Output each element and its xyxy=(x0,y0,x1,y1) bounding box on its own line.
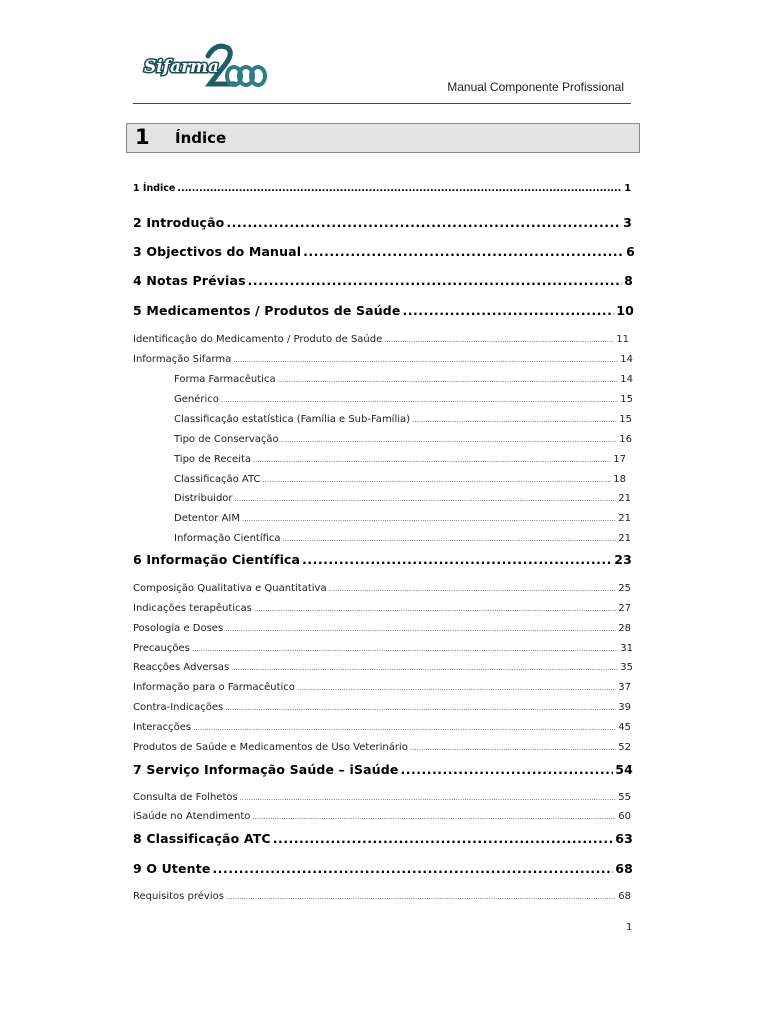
toc-entry[interactable] xyxy=(133,792,631,803)
toc-entry-page: 21 xyxy=(618,493,631,504)
toc-dot-leader xyxy=(400,762,613,777)
toc-entry-title: 2 Introdução xyxy=(133,215,225,230)
toc-entry-page: 55 xyxy=(618,792,631,803)
toc-entry-title: Reacções Adversas xyxy=(133,662,230,673)
toc-entry-page: 31 xyxy=(620,643,633,654)
toc-entry-title: iSaúde no Atendimento xyxy=(133,811,251,822)
toc-entry-page: 8 xyxy=(624,273,633,288)
toc-dot-leader xyxy=(263,476,612,484)
toc-entry-page: 3 xyxy=(623,215,632,230)
toc-dot-leader xyxy=(252,813,616,821)
toc-dot-leader xyxy=(233,356,618,364)
toc-entry-title: Consulta de Folhetos xyxy=(133,792,238,803)
toc-entry[interactable] xyxy=(133,861,633,876)
toc-entry-page: 21 xyxy=(618,513,631,524)
sifarma-2000-logo xyxy=(142,40,272,96)
toc-entry-page: 37 xyxy=(618,682,631,693)
toc-entry[interactable] xyxy=(133,831,633,846)
toc-entry-page: 63 xyxy=(615,831,633,846)
toc-entry-title: Posologia e Doses xyxy=(133,623,224,634)
toc-entry-page: 39 xyxy=(618,702,631,713)
toc-entry[interactable] xyxy=(174,533,631,544)
toc-dot-leader xyxy=(410,744,616,752)
toc-dot-leader xyxy=(283,535,617,543)
toc-entry-title: Forma Farmacêutica xyxy=(174,374,276,385)
toc-entry-title: Tipo de Receita xyxy=(174,454,252,465)
toc-entry[interactable] xyxy=(133,273,633,288)
toc-entry[interactable] xyxy=(133,643,633,654)
toc-dot-leader xyxy=(254,605,616,613)
toc-entry-page: 17 xyxy=(613,454,626,465)
toc-entry-title: Interacções xyxy=(133,722,192,733)
toc-entry-page: 45 xyxy=(618,722,631,733)
toc-entry[interactable] xyxy=(174,454,626,465)
toc-entry[interactable] xyxy=(133,662,633,673)
toc-entry[interactable] xyxy=(133,354,633,365)
toc-dot-leader xyxy=(278,376,619,384)
toc-entry-title: Produtos de Saúde e Medicamentos de Uso Veterinário xyxy=(133,742,408,753)
toc-dot-leader xyxy=(221,396,618,404)
chapter-title: Índice xyxy=(175,129,227,147)
toc-dot-leader xyxy=(412,416,617,424)
toc-entry[interactable] xyxy=(133,603,631,614)
document-header-title: Manual Componente Profissional xyxy=(447,80,624,94)
toc-dot-leader xyxy=(177,183,622,194)
toc-entry-page: 52 xyxy=(618,742,631,753)
svg-text:Sifarma: Sifarma xyxy=(144,57,220,77)
toc-entry-title: Informação Científica xyxy=(174,533,281,544)
toc-entry-page: 16 xyxy=(619,434,632,445)
toc-dot-leader xyxy=(242,515,616,523)
toc-entry[interactable] xyxy=(174,414,632,425)
toc-entry[interactable] xyxy=(133,811,631,822)
toc-entry[interactable] xyxy=(133,334,629,345)
toc-dot-leader xyxy=(192,645,618,653)
toc-dot-leader xyxy=(273,831,614,846)
toc-entry-page: 28 xyxy=(618,623,631,634)
toc-entry[interactable] xyxy=(133,183,631,194)
toc-entry[interactable] xyxy=(174,513,631,524)
toc-entry-title: Indicações terapêuticas xyxy=(133,603,252,614)
toc-entry[interactable] xyxy=(133,891,631,902)
toc-entry-page: 10 xyxy=(616,303,634,318)
toc-dot-leader xyxy=(231,664,618,672)
toc-entry[interactable] xyxy=(174,394,633,405)
toc-entry-title: Classificação estatística (Família e Sub-Família) xyxy=(174,414,411,425)
toc-entry-page: 18 xyxy=(613,474,626,485)
toc-entry-title: Identificação do Medicamento / Produto de Saúde xyxy=(133,334,383,345)
toc-entry-title: 3 Objectivos do Manual xyxy=(133,244,302,259)
toc-entry-page: 1 xyxy=(624,183,631,194)
toc-dot-leader xyxy=(248,273,622,288)
toc-entry[interactable] xyxy=(174,374,633,385)
toc-entry[interactable] xyxy=(174,434,632,445)
toc-entry-title: Classificação ATC xyxy=(174,474,261,485)
toc-entry-title: 9 O Utente xyxy=(133,861,211,876)
toc-entry-page: 14 xyxy=(620,354,633,365)
toc-dot-leader xyxy=(253,456,611,464)
toc-entry-page: 23 xyxy=(614,552,632,567)
toc-entry[interactable] xyxy=(133,244,635,259)
chapter-heading xyxy=(126,123,640,153)
toc-entry-page: 21 xyxy=(618,533,631,544)
page-number: 1 xyxy=(626,922,633,933)
toc-dot-leader xyxy=(225,625,616,633)
toc-dot-leader xyxy=(329,585,617,593)
toc-entry-title: Contra-Indicações xyxy=(133,702,224,713)
toc-entry-title: Informação para o Farmacêutico xyxy=(133,682,295,693)
toc-dot-leader xyxy=(235,495,617,503)
toc-entry-page: 14 xyxy=(620,374,633,385)
toc-entry-title: Composição Qualitativa e Quantitativa xyxy=(133,583,327,594)
toc-entry[interactable] xyxy=(133,552,632,567)
toc-entry[interactable] xyxy=(133,762,633,777)
toc-entry-page: 15 xyxy=(619,414,632,425)
toc-entry[interactable] xyxy=(133,303,634,318)
toc-dot-leader xyxy=(226,893,616,901)
toc-entry-title: Detentor AIM xyxy=(174,513,241,524)
toc-entry-page: 60 xyxy=(618,811,631,822)
toc-dot-leader xyxy=(302,552,612,567)
toc-dot-leader xyxy=(240,794,617,802)
toc-entry-page: 68 xyxy=(618,891,631,902)
toc-dot-leader xyxy=(281,436,618,444)
toc-entry[interactable] xyxy=(133,583,631,594)
toc-dot-leader xyxy=(384,336,614,344)
toc-entry[interactable] xyxy=(174,493,631,504)
toc-entry[interactable] xyxy=(133,623,631,634)
toc-dot-leader xyxy=(297,684,616,692)
toc-entry-title: 1 Índice xyxy=(133,183,176,194)
toc-entry-page: 11 xyxy=(616,334,629,345)
header-divider xyxy=(133,103,631,104)
toc-entry-page: 68 xyxy=(615,861,633,876)
toc-entry-title: 6 Informação Científica xyxy=(133,552,301,567)
toc-entry-title: Informação Sifarma xyxy=(133,354,232,365)
toc-entry-title: Precauções xyxy=(133,643,190,654)
toc-entry-title: Genérico xyxy=(174,394,219,405)
toc-entry-title: 7 Serviço Informação Saúde – iSaúde xyxy=(133,762,399,777)
toc-dot-leader xyxy=(193,724,616,732)
toc-entry-title: Requisitos prévios xyxy=(133,891,224,902)
chapter-number: 1 xyxy=(135,125,150,149)
toc-entry[interactable] xyxy=(133,682,631,693)
toc-entry[interactable] xyxy=(133,742,631,753)
toc-entry-page: 27 xyxy=(618,603,631,614)
toc-entry-title: Distribuidor xyxy=(174,493,233,504)
toc-entry-page: 25 xyxy=(618,583,631,594)
toc-entry[interactable] xyxy=(133,702,631,713)
toc-entry-title: 8 Classificação ATC xyxy=(133,831,271,846)
toc-entry-page: 35 xyxy=(620,662,633,673)
toc-dot-leader xyxy=(303,244,624,259)
toc-entry-title: 5 Medicamentos / Produtos de Saúde xyxy=(133,303,401,318)
toc-entry-page: 54 xyxy=(615,762,633,777)
toc-entry[interactable] xyxy=(133,215,632,230)
toc-entry-page: 6 xyxy=(626,244,635,259)
toc-entry-page: 15 xyxy=(620,394,633,405)
toc-dot-leader xyxy=(225,704,616,712)
toc-dot-leader xyxy=(226,215,621,230)
toc-entry-title: Tipo de Conservação xyxy=(174,434,279,445)
toc-entry-title: 4 Notas Prévias xyxy=(133,273,246,288)
toc-entry[interactable] xyxy=(133,722,631,733)
toc-entry[interactable] xyxy=(174,474,626,485)
toc-dot-leader xyxy=(402,303,614,318)
toc-dot-leader xyxy=(212,861,613,876)
